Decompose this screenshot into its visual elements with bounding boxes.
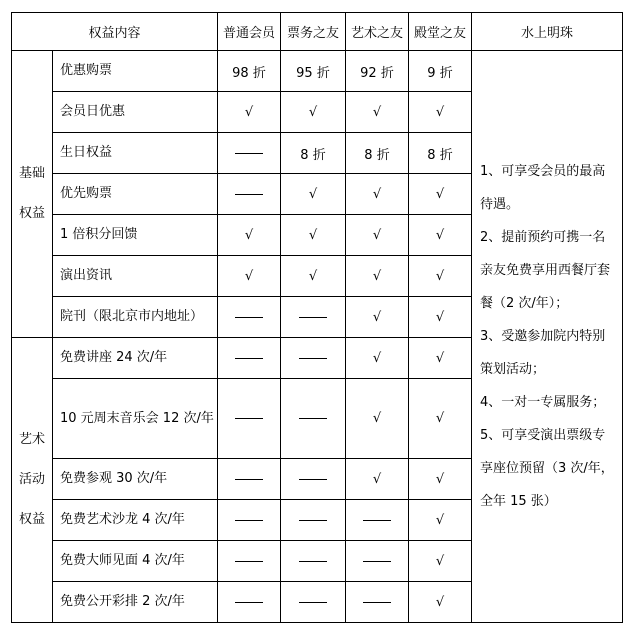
header-tier-art-friend: 艺术之友	[346, 13, 409, 51]
dash-mark	[363, 602, 391, 603]
header-tier-regular: 普通会员	[218, 13, 281, 51]
included-check-cell: √	[346, 92, 409, 133]
dash-mark	[299, 418, 327, 419]
included-check-cell: √	[409, 297, 472, 338]
not-included-cell	[281, 541, 346, 582]
included-check-cell: √	[409, 215, 472, 256]
benefit-item: 免费参观 30 次/年	[53, 459, 218, 500]
included-check-cell: √	[409, 541, 472, 582]
not-included-cell	[281, 379, 346, 459]
included-check-cell: √	[218, 92, 281, 133]
included-check-cell: √	[409, 338, 472, 379]
dash-mark	[235, 561, 263, 562]
special-benefit-item: 3、受邀参加院内特别策划活动；	[480, 329, 606, 377]
included-check-cell: √	[346, 256, 409, 297]
dash-mark	[299, 602, 327, 603]
not-included-cell	[218, 541, 281, 582]
header-tier-palace-friend: 殿堂之友	[409, 13, 472, 51]
not-included-cell	[218, 297, 281, 338]
discount-cell: 8 折	[346, 133, 409, 174]
category-cell	[12, 338, 53, 623]
dash-mark	[235, 520, 263, 521]
included-check-cell: √	[218, 256, 281, 297]
not-included-cell	[281, 338, 346, 379]
not-included-cell	[218, 338, 281, 379]
dash-mark	[235, 418, 263, 419]
benefit-item: 优惠购票	[53, 51, 218, 92]
benefit-item: 生日权益	[53, 133, 218, 174]
included-check-cell: √	[346, 459, 409, 500]
header-row	[12, 13, 623, 51]
dash-mark	[363, 561, 391, 562]
special-benefit-item: 2、提前预约可携一名亲友免费享用西餐厅套餐（2 次/年）；	[480, 230, 611, 311]
benefit-item: 1 倍积分回馈	[53, 215, 218, 256]
included-check-cell: √	[409, 174, 472, 215]
included-check-cell: √	[346, 215, 409, 256]
included-check-cell: √	[281, 92, 346, 133]
discount-cell: 9 折	[409, 51, 472, 92]
dash-mark	[363, 520, 391, 521]
included-check-cell: √	[346, 297, 409, 338]
included-check-cell: √	[281, 174, 346, 215]
included-check-cell: √	[346, 174, 409, 215]
included-check-cell: √	[218, 215, 281, 256]
dash-mark	[299, 479, 327, 480]
included-check-cell: √	[281, 215, 346, 256]
included-check-cell: √	[409, 92, 472, 133]
header-special-tier: 水上明珠	[472, 13, 623, 51]
not-included-cell	[218, 500, 281, 541]
included-check-cell: √	[409, 582, 472, 623]
benefit-item: 免费艺术沙龙 4 次/年	[53, 500, 218, 541]
included-check-cell: √	[281, 256, 346, 297]
not-included-cell	[346, 500, 409, 541]
dash-mark	[299, 520, 327, 521]
not-included-cell	[218, 379, 281, 459]
benefit-item: 免费讲座 24 次/年	[53, 338, 218, 379]
discount-cell: 8 折	[409, 133, 472, 174]
benefit-item: 10 元周末音乐会 12 次/年	[53, 379, 218, 459]
not-included-cell	[346, 541, 409, 582]
not-included-cell	[281, 500, 346, 541]
discount-cell: 95 折	[281, 51, 346, 92]
special-benefit-item: 1、可享受会员的最高待遇。	[480, 164, 606, 212]
category-label-line: 艺术	[18, 432, 45, 447]
dash-mark	[235, 602, 263, 603]
benefit-item: 优先购票	[53, 174, 218, 215]
benefit-item: 免费公开彩排 2 次/年	[53, 582, 218, 623]
not-included-cell	[218, 459, 281, 500]
discount-cell: 98 折	[218, 51, 281, 92]
included-check-cell: √	[346, 379, 409, 459]
benefit-item: 会员日优惠	[53, 92, 218, 133]
table-row	[12, 51, 623, 92]
benefit-item: 演出资讯	[53, 256, 218, 297]
not-included-cell	[346, 582, 409, 623]
dash-mark	[299, 317, 327, 318]
included-check-cell: √	[409, 256, 472, 297]
dash-mark	[235, 153, 263, 154]
special-benefit-item: 5、可享受演出票级专享座位预留（3 次/年，全年 15 张）	[480, 428, 614, 509]
dash-mark	[235, 317, 263, 318]
special-benefit-item: 4、一对一专属服务；	[480, 395, 606, 410]
discount-cell: 92 折	[346, 51, 409, 92]
included-check-cell: √	[346, 338, 409, 379]
not-included-cell	[218, 174, 281, 215]
header-tier-ticket-friend: 票务之友	[281, 13, 346, 51]
discount-cell: 8 折	[281, 133, 346, 174]
not-included-cell	[281, 459, 346, 500]
included-check-cell: √	[409, 459, 472, 500]
category-label-line: 权益	[18, 206, 45, 221]
category-label-line: 权益	[18, 512, 45, 527]
special-tier-benefits	[472, 51, 623, 623]
not-included-cell	[281, 582, 346, 623]
category-cell	[12, 51, 53, 338]
dash-mark	[299, 561, 327, 562]
not-included-cell	[218, 133, 281, 174]
category-label-line: 基础	[18, 166, 45, 181]
membership-benefits-table	[11, 12, 623, 623]
benefit-item: 免费大师见面 4 次/年	[53, 541, 218, 582]
dash-mark	[235, 358, 263, 359]
category-label-line: 活动	[18, 472, 45, 487]
dash-mark	[235, 479, 263, 480]
dash-mark	[299, 358, 327, 359]
benefit-item: 院刊（限北京市内地址）	[53, 297, 218, 338]
included-check-cell: √	[409, 500, 472, 541]
not-included-cell	[218, 582, 281, 623]
header-content: 权益内容	[12, 13, 218, 51]
not-included-cell	[281, 297, 346, 338]
dash-mark	[235, 194, 263, 195]
included-check-cell: √	[409, 379, 472, 459]
